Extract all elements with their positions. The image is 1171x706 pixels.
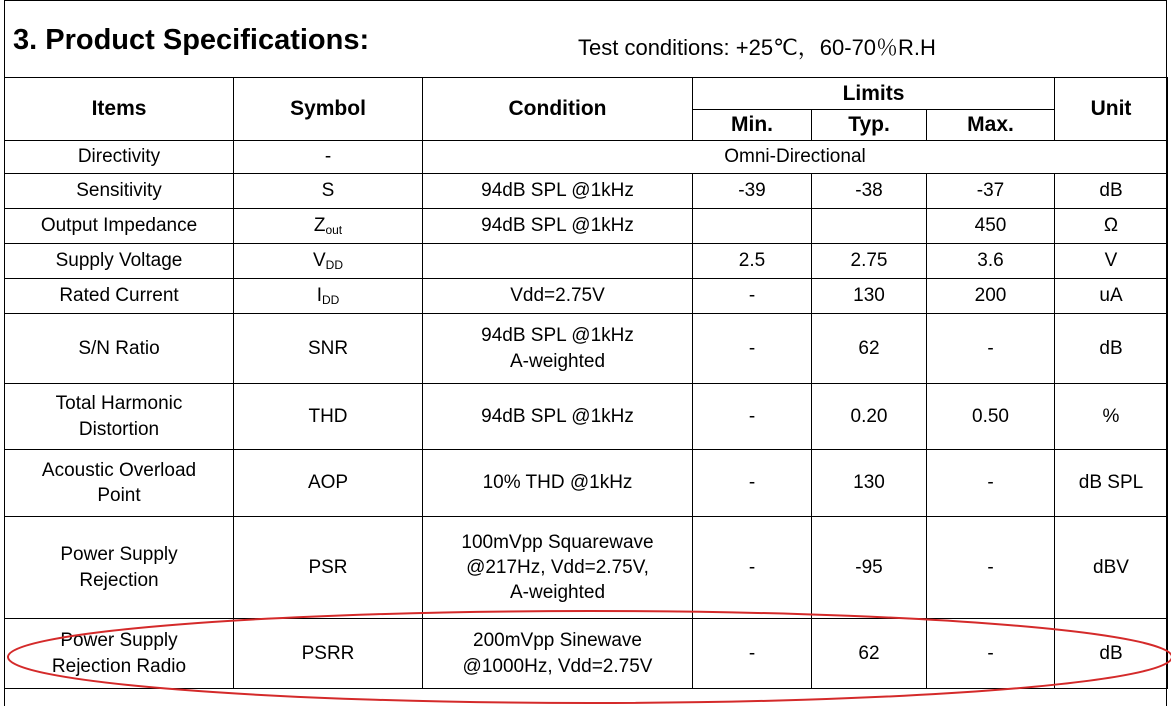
cell-max: -37 — [927, 174, 1055, 209]
symbol-subscript: DD — [325, 258, 344, 273]
cell-min: - — [693, 314, 812, 384]
table-row — [5, 314, 1168, 384]
cell-item: Sensitivity — [5, 174, 234, 209]
header-items: Items — [5, 78, 234, 141]
cell-unit: dB — [1055, 314, 1168, 384]
table-row — [5, 279, 1168, 314]
header-condition: Condition — [423, 78, 693, 141]
condition-line: 94dB SPL @1kHz — [481, 325, 634, 347]
cell-max: 3.6 — [927, 244, 1055, 279]
cell-typ: -38 — [812, 174, 927, 209]
condition-line: 100mVpp Squarewave — [461, 531, 654, 553]
item-line: Point — [97, 485, 141, 506]
cell-symbol: S — [234, 174, 423, 209]
header-typ: Typ. — [812, 110, 927, 141]
cell-unit: dBV — [1055, 517, 1168, 619]
cell-item: Supply Voltage — [5, 244, 234, 279]
cell-unit: dB SPL — [1055, 450, 1168, 517]
item-line: Rejection Radio — [51, 655, 187, 677]
header-symbol: Symbol — [234, 78, 423, 141]
cell-max: - — [927, 450, 1055, 517]
cell-typ: 2.75 — [812, 244, 927, 279]
table-row — [5, 619, 1168, 689]
cell-condition: 94dB SPL @1kHz — [423, 209, 693, 244]
cell-min: - — [693, 450, 812, 517]
table-row — [5, 209, 1168, 244]
cell-max: 450 — [927, 209, 1055, 244]
cell-min: - — [693, 619, 812, 689]
cell-condition — [423, 244, 693, 279]
cell-item: Output Impedance — [5, 209, 234, 244]
item-line: Rejection — [79, 569, 159, 591]
cell-symbol: PSRR — [234, 619, 423, 689]
item-line: Total Harmonic — [55, 393, 183, 415]
condition-line: A-weighted — [509, 582, 606, 604]
cell-unit: % — [1055, 384, 1168, 450]
cell-item: Directivity — [5, 141, 234, 174]
symbol-subscript: out — [325, 223, 343, 238]
cell-symbol: THD — [234, 384, 423, 450]
header-unit: Unit — [1055, 78, 1168, 141]
cell-item: S/N Ratio — [5, 314, 234, 384]
cell-condition: Vdd=2.75V — [423, 279, 693, 314]
cell-max: 0.50 — [927, 384, 1055, 450]
cell-min: - — [693, 279, 812, 314]
condition-line: @1000Hz, Vdd=2.75V — [462, 655, 653, 677]
cell-condition — [423, 314, 693, 384]
cell-typ: 130 — [812, 279, 927, 314]
cell-item — [5, 384, 234, 450]
cell-unit: Ω — [1055, 209, 1168, 244]
test-conditions: Test conditions: +25℃，60-70％R.H — [578, 35, 936, 60]
table-row — [5, 141, 1168, 174]
condition-line: A-weighted — [509, 350, 606, 372]
cell-typ: 0.20 — [812, 384, 927, 450]
cell-symbol — [234, 209, 423, 244]
cell-item — [5, 517, 234, 619]
cell-condition: 94dB SPL @1kHz — [423, 384, 693, 450]
spec-table — [4, 77, 1168, 689]
cell-min: -39 — [693, 174, 812, 209]
cell-typ: 62 — [812, 619, 927, 689]
cell-item — [5, 450, 234, 517]
cell-condition: 94dB SPL @1kHz — [423, 174, 693, 209]
cell-typ — [812, 209, 927, 244]
cell-unit: uA — [1055, 279, 1168, 314]
header-max: Max. — [927, 110, 1055, 141]
item-line: Acoustic Overload — [41, 459, 197, 481]
cell-max: 200 — [927, 279, 1055, 314]
table-row — [5, 384, 1168, 450]
cell-item — [5, 619, 234, 689]
item-line: Distortion — [78, 418, 160, 440]
table-row — [5, 450, 1168, 517]
cell-symbol: SNR — [234, 314, 423, 384]
cell-symbol: AOP — [234, 450, 423, 517]
cell-typ: 62 — [812, 314, 927, 384]
item-line: Power Supply — [60, 630, 178, 652]
header-min: Min. — [693, 110, 812, 141]
outer-border-top — [4, 0, 1167, 1]
cell-condition — [423, 619, 693, 689]
cell-min: 2.5 — [693, 244, 812, 279]
section-title: 3. Product Specifications: — [13, 24, 370, 56]
cell-span-value: Omni-Directional — [423, 141, 1168, 174]
symbol-main: V — [312, 250, 326, 272]
cell-typ: -95 — [812, 517, 927, 619]
cell-min — [693, 209, 812, 244]
condition-line: @217Hz, Vdd=2.75V, — [466, 556, 649, 578]
cell-symbol: PSR — [234, 517, 423, 619]
header-limits: Limits — [693, 78, 1055, 110]
cell-unit: V — [1055, 244, 1168, 279]
table-row — [5, 244, 1168, 279]
cell-item: Rated Current — [5, 279, 234, 314]
symbol-main: I — [316, 285, 322, 307]
cell-symbol: - — [234, 141, 423, 174]
item-line: Power Supply — [60, 544, 178, 566]
cell-max: - — [927, 517, 1055, 619]
cell-condition — [423, 517, 693, 619]
symbol-subscript: DD — [321, 293, 340, 308]
cell-symbol — [234, 244, 423, 279]
cell-unit: dB — [1055, 174, 1168, 209]
symbol-main: Z — [313, 215, 326, 237]
cell-unit: dB — [1055, 619, 1168, 689]
cell-condition: 10% THD @1kHz — [423, 450, 693, 517]
cell-max: - — [927, 314, 1055, 384]
cell-min: - — [693, 384, 812, 450]
cell-symbol — [234, 279, 423, 314]
cell-max: - — [927, 619, 1055, 689]
cell-min: - — [693, 517, 812, 619]
cell-typ: 130 — [812, 450, 927, 517]
table-row — [5, 174, 1168, 209]
condition-line: 200mVpp Sinewave — [473, 630, 642, 652]
table-row — [5, 517, 1168, 619]
